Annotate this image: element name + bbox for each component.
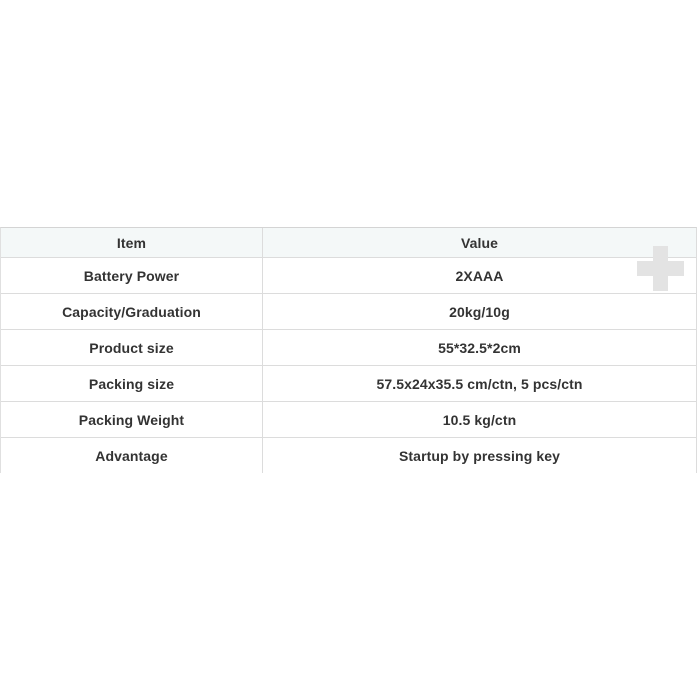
table-row [1,401,696,437]
spec-item-cell: Packing size [1,366,263,401]
table-row [1,329,696,365]
table-row [1,437,696,473]
table-row [1,257,696,293]
spec-value-cell: 55*32.5*2cm [438,339,521,356]
spec-table-header-row [1,228,696,257]
product-spec-table [0,227,697,473]
spec-value-cell: 2XAAA [455,267,504,284]
spec-value-cell: 57.5x24x35.5 cm/ctn, 5 pcs/ctn [376,375,583,392]
spec-item-cell: Advantage [1,438,263,473]
table-row [1,293,696,329]
spec-value-cell: 20kg/10g [449,303,510,320]
table-row [1,365,696,401]
spec-item-cell: Capacity/Graduation [1,294,263,329]
plus-vertical-bar [653,246,668,291]
zoom-plus-icon[interactable] [637,246,684,291]
spec-table-header-item: Item [1,228,263,257]
spec-value-cell: 10.5 kg/ctn [442,411,517,428]
spec-table-header-value: Value [460,234,499,251]
spec-item-cell: Product size [1,330,263,365]
spec-item-cell: Battery Power [1,258,263,293]
spec-item-cell: Packing Weight [1,402,263,437]
spec-value-cell: Startup by pressing key [398,447,561,464]
